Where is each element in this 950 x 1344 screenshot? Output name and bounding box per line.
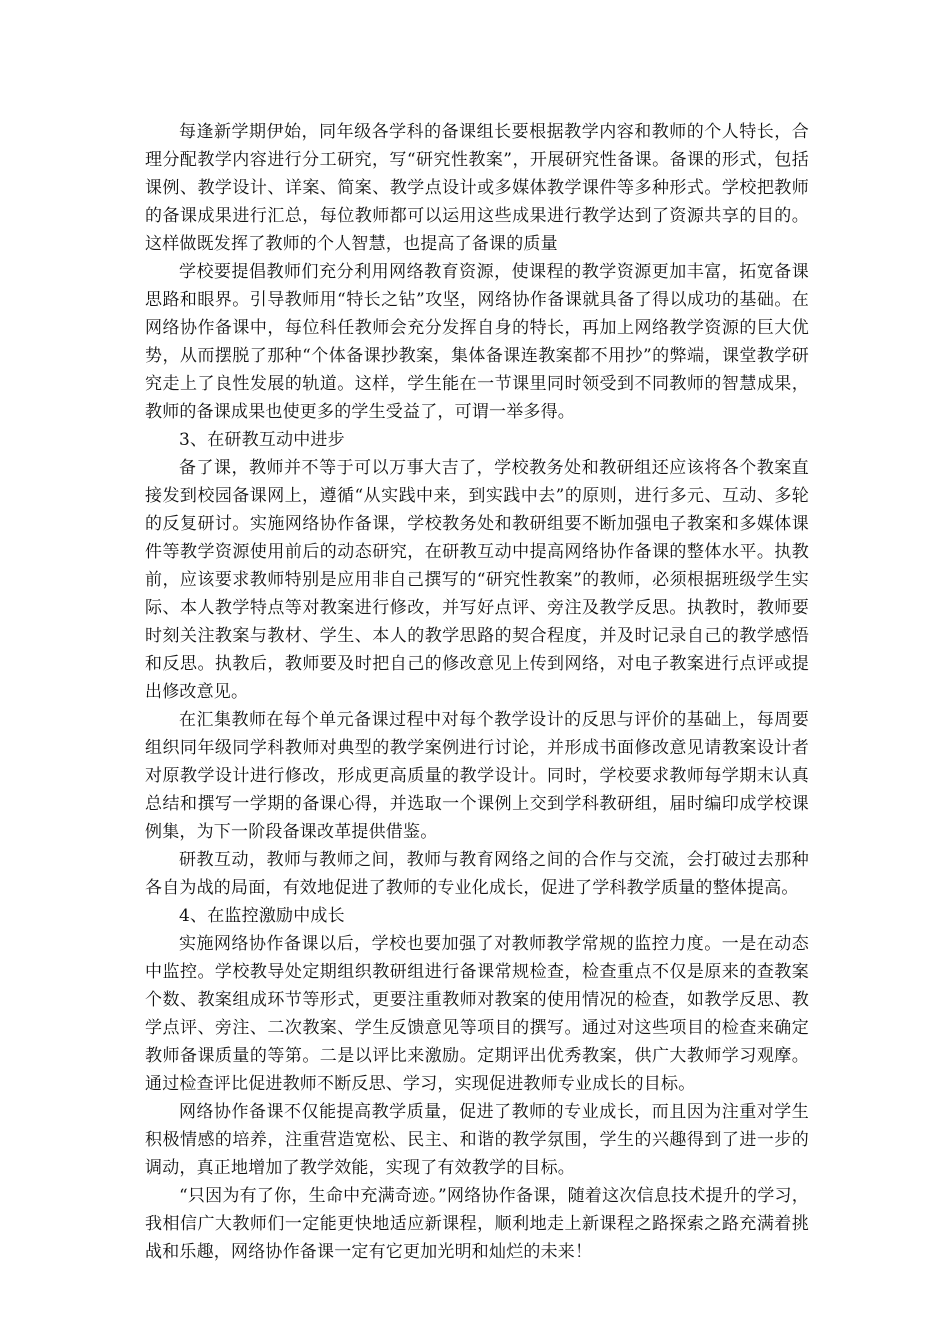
paragraph-monitoring: 实施网络协作备课以后，学校也要加强了对教师教学常规的监控力度。一是在动态中监控。学校教导处定期组织教研组进行备课常规检查，检查重点不仅是原来的查教案个数、教案组成环节等形式，更要注重教师对教案的使用情况的检查，如教学反思、教学点评、旁注、二次教案、学生反馈意见等项目的撰写。通过对这些项目的检查来确定教师备课质量的等第。二是以评比来激励。定期评出优秀教案，供广大教师学习观摩。通过检查评比促进教师不断反思、学习，实现促进教师专业成长的目标。 — [145, 934, 809, 1094]
paragraph-teaching-interaction: 备了课，教师并不等于可以万事大吉了，学校教务处和教研组还应该将各个教案直接发到校园备课网上，遵循“从实践中来，到实践中去”的原则，进行多元、互动、多轮的反复研讨。实施网络协作备课，学校教务处和教研组要不断加强电子教案和多媒体课件等教学资源使用前后的动态研究，在研教互动中提高网络协作备课的整体水平。执教前，应该要求教师特别是应用非自己撰写的“研究性教案”的教师，必须根据班级学生实际、本人教学特点等对教案进行修改，并写好点评、旁注及教学反思。执教时，教师要时刻关注教案与教材、学生、本人的教学思路的契合程度，并及时记录自己的教学感悟和反思。执教后，教师要及时把自己的修改意见上传到网络，对电子教案进行点评或提出修改意见。 — [145, 458, 809, 702]
paragraph-unit-reflection: 在汇集教师在每个单元备课过程中对每个教学设计的反思与评价的基础上，每周要组织同年级同学科教师对典型的教学案例进行讨论，并形成书面修改意见请教案设计者对原教学设计进行修改，形成更高质量的教学设计。同时，学校要求教师每学期末认真总结和撰写一学期的备课心得，并选取一个课例上交到学科教研组，届时编印成学校课例集，为下一阶段备课改革提供借鉴。 — [145, 710, 809, 842]
paragraph-cooperation: 研教互动，教师与教师之间，教师与教育网络之间的合作与交流，会打破过去那种各自为战的局面，有效地促进了教师的专业化成长，促进了学科教学质量的整体提高。 — [145, 850, 809, 898]
document-body — [145, 118, 809, 1266]
section-heading-4: 4、在监控激励中成长 — [179, 906, 345, 926]
paragraph-conclusion: “只因为有了你，生命中充满奇迹。”网络协作备课，随着这次信息技术提升的学习，我相信广大教师们一定能更快地适应新课程，顺利地走上新课程之路探索之路充满着挑战和乐趣，网络协作备课一定有它更加光明和灿烂的未来！ — [145, 1186, 809, 1262]
paragraph-resource-sharing: 每逢新学期伊始，同年级各学科的备课组长要根据教学内容和教师的个人特长，合理分配教学内容进行分工研究，写“研究性教案”，开展研究性备课。备课的形式，包括课例、教学设计、详案、简案、教学点设计或多媒体教学课件等多种形式。学校把教师的备课成果进行汇总，每位教师都可以运用这些成果进行教学达到了资源共享的目的。这样做既发挥了教师的个人智慧，也提高了备课的质量 — [145, 122, 809, 254]
paragraph-network-resources: 学校要提倡教师们充分利用网络教育资源，使课程的教学资源更加丰富，拓宽备课思路和眼界。引导教师用“特长之钻”攻坚，网络协作备课就具备了得以成功的基础。在网络协作备课中，每位科任教师会充分发挥自身的特长，再加上网络教学资源的巨大优势，从而摆脱了那种“个体备课抄教案，集体备课连教案都不用抄”的弊端，课堂教学研究走上了良性发展的轨道。这样，学生能在一节课里同时领受到不同教师的智慧成果，教师的备课成果也使更多的学生受益了，可谓一举多得。 — [145, 262, 809, 422]
section-heading-3: 3、在研教互动中进步 — [179, 430, 345, 450]
paragraph-benefits: 网络协作备课不仅能提高教学质量，促进了教师的专业成长，而且因为注重对学生积极情感的培养，注重营造宽松、民主、和谐的教学氛围，学生的兴趣得到了进一步的调动，真正地增加了教学效能，实现了有效教学的目标。 — [145, 1102, 809, 1178]
